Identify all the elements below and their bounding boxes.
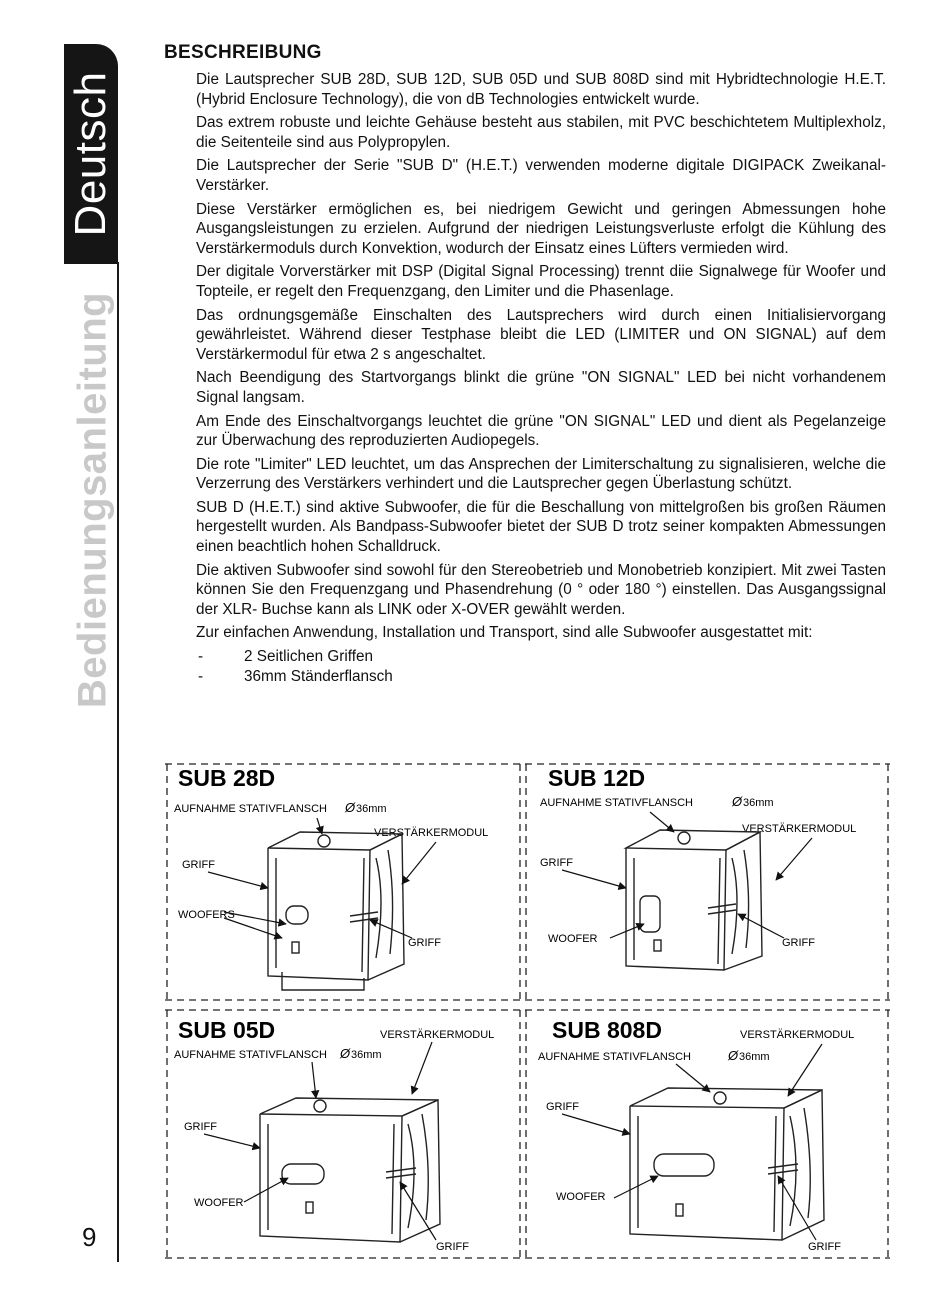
diameter-symbol: Ø bbox=[340, 1046, 351, 1061]
amp-label: VERSTÄRKERMODUL bbox=[380, 1029, 495, 1041]
handle-label-bottom: GRIFF bbox=[782, 937, 815, 949]
diameter-symbol: Ø bbox=[345, 800, 356, 815]
handle-label-bottom: GRIFF bbox=[408, 937, 441, 949]
list-item bbox=[196, 647, 886, 667]
stand-size: 36mm bbox=[743, 797, 774, 809]
stand-size: 36mm bbox=[356, 803, 387, 815]
bullet-dash: - bbox=[198, 668, 204, 686]
speaker-cabinet bbox=[626, 830, 762, 970]
stand-label: AUFNAHME STATIVFLANSCH bbox=[538, 1051, 691, 1063]
manual-section-title: Bedienungsanleitung bbox=[70, 291, 115, 709]
panel-title: SUB 05D bbox=[178, 1017, 276, 1043]
product-diagram bbox=[164, 758, 892, 1266]
section-heading: BESCHREIBUNG bbox=[164, 42, 322, 63]
stand-size: 36mm bbox=[351, 1049, 382, 1061]
diameter-symbol: Ø bbox=[732, 794, 743, 809]
paragraph: Die rote "Limiter" LED leuchtet, um das Ansprechen der Limiterschaltung zu signalisieren, welche die Verzerrung des Verstärkers verhindert und die Lautsprecher gegen Überlastung schützt. bbox=[196, 455, 886, 493]
list-item-text: 36mm Ständerflansch bbox=[244, 668, 393, 686]
woofer-label: WOOFER bbox=[194, 1197, 244, 1209]
speaker-cabinet bbox=[630, 1088, 824, 1240]
paragraph: SUB D (H.E.T.) sind aktive Subwoofer, die für die Beschallung von mittelgroßen bis großen Räumen hergestellt wurden. Als Bandpass-Subwoofer bietet der SUB D trotz seiner kompakten Abmessungen einen beachtlich hohen Schalldruck. bbox=[196, 498, 886, 556]
panel-sub-12d bbox=[540, 765, 856, 970]
panel-title: SUB 12D bbox=[548, 765, 646, 791]
stand-label: AUFNAHME STATIVFLANSCH bbox=[540, 797, 693, 809]
stand-label: AUFNAHME STATIVFLANSCH bbox=[174, 1049, 327, 1061]
handle-label-top: GRIFF bbox=[182, 859, 215, 871]
panel-sub-28d bbox=[174, 765, 488, 990]
panel-title: SUB 808D bbox=[552, 1017, 662, 1043]
paragraph: Die Lautsprecher SUB 28D, SUB 12D, SUB 05D und SUB 808D sind mit Hybridtechnologie H.E.T. (Hybrid Enclosure Technology), die von dB Technologies entwickelt wurde. bbox=[196, 71, 886, 108]
paragraph: Nach Beendigung des Startvorgangs blinkt die grüne "ON SIGNAL" LED bei nicht vorhandenem Signal langsam. bbox=[196, 369, 886, 406]
list-item bbox=[196, 667, 886, 687]
paragraph: Der digitale Vorverstärker mit DSP (Digital Signal Processing) trennt diie Signalwege für Woofer und Topteile, er regelt den Frequenzgang, den Limiter und die Phasenlage. bbox=[196, 263, 886, 300]
list-item-text: 2 Seitlichen Griffen bbox=[244, 648, 373, 666]
woofer-label: WOOFERS bbox=[178, 909, 235, 921]
paragraph: Das ordnungsgemäße Einschalten des Lautsprechers wird durch einen Initialisiervorgang gewährleistet. Während dieser Testphase bleibt die LED (LIMITER und ON SIGNAL) auf dem Verstärkermodul für etwa 2 s angeschaltet. bbox=[196, 306, 886, 363]
paragraph: Das extrem robuste und leichte Gehäuse besteht aus stabilen, mit PVC beschichtetem Multiplexholz, die Seitenteile sind aus Polypropylen. bbox=[196, 114, 886, 151]
side-rule bbox=[117, 262, 119, 1262]
handle-label-top: GRIFF bbox=[540, 857, 573, 869]
handle-label-top: GRIFF bbox=[184, 1121, 217, 1133]
handle-label-top: GRIFF bbox=[546, 1101, 579, 1113]
handle-label-bottom: GRIFF bbox=[808, 1241, 841, 1253]
woofer-label: WOOFER bbox=[548, 933, 598, 945]
panel-sub-808d bbox=[538, 1017, 854, 1253]
language-tab-label: Deutsch bbox=[66, 71, 115, 237]
amp-label: VERSTÄRKERMODUL bbox=[742, 823, 857, 835]
speaker-cabinet bbox=[260, 1098, 440, 1242]
handle-label-bottom: GRIFF bbox=[436, 1241, 469, 1253]
stand-size: 36mm bbox=[739, 1051, 770, 1063]
paragraph: Diese Verstärker ermöglichen es, bei niedrigem Gewicht und geringen Abmessungen hohe Ausgangsleistungen zu erzielen. Aufgrund der niedrigen Leistungsverluste erfolgt die Kühlung des Verstärkermoduls durch Konvektion, wodurch der Einsatz eines Lüfters vermieden wird. bbox=[196, 200, 886, 257]
diameter-symbol: Ø bbox=[728, 1048, 739, 1063]
feature-list bbox=[196, 647, 886, 687]
paragraph: Die Lautsprecher der Serie "SUB D" (H.E.T.) verwenden moderne digitale DIGIPACK Zweikanal-Verstärker. bbox=[196, 157, 886, 194]
paragraph: Die aktiven Subwoofer sind sowohl für den Stereobetrieb und Monobetrieb konzipiert. Mit zwei Tasten können Sie den Frequenzgang und Phasendrehung (0 ° oder 180 °) einstellen. Das Ausgangssignal der XLR- Buchse kann als LINK oder X-OVER gewählt werden. bbox=[196, 561, 886, 618]
description-body bbox=[196, 70, 886, 687]
bullet-dash: - bbox=[198, 648, 204, 666]
stand-label: AUFNAHME STATIVFLANSCH bbox=[174, 803, 327, 815]
page-number: 9 bbox=[82, 1222, 97, 1252]
paragraph: Am Ende des Einschaltvorgangs leuchtet die grüne "ON SIGNAL" LED und dient als Pegelanzeige zur Überwachung des reproduzierten Audiopegels. bbox=[196, 412, 886, 450]
panel-title: SUB 28D bbox=[178, 765, 276, 791]
amp-label: VERSTÄRKERMODUL bbox=[740, 1029, 855, 1041]
paragraph: Zur einfachen Anwendung, Installation und Transport, sind alle Subwoofer ausgestattet mit: bbox=[196, 624, 813, 642]
panel-sub-05d bbox=[174, 1017, 494, 1253]
amp-label: VERSTÄRKERMODUL bbox=[374, 827, 489, 839]
woofer-label: WOOFER bbox=[556, 1191, 606, 1203]
speaker-cabinet bbox=[268, 832, 404, 990]
